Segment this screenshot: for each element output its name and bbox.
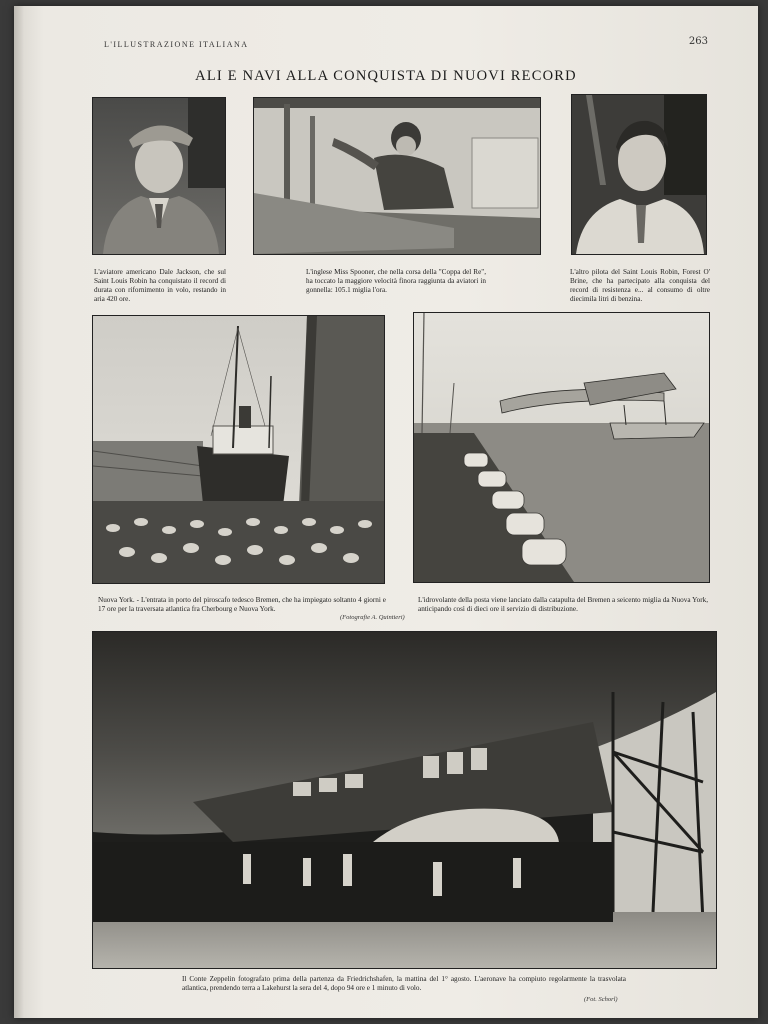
page-fold-shadow <box>14 6 24 1018</box>
photo-miss-spooner <box>253 97 541 255</box>
photo-forest-obrine <box>571 94 707 255</box>
portrait-image <box>572 95 706 254</box>
portrait-image <box>93 98 225 254</box>
zeppelin-image <box>93 632 716 968</box>
photo-seaplane-launch <box>413 312 710 583</box>
photo-credit-schorl: (Fot. Schorl) <box>584 996 618 1003</box>
photo-graf-zeppelin <box>92 631 717 969</box>
photo-dale-jackson <box>92 97 226 255</box>
caption-seaplane: L'idrovolante della posta viene lanciato dalla catapulta del Bremen a seicento miglia da Nuova York, anticipando così di dieci ore il servizio di distribuzione. <box>418 596 708 613</box>
caption-spooner: L'inglese Miss Spooner, che nella corsa della "Coppa del Re", ha toccato la maggiore velocità finora raggiunta da aviatori in gonnella: 105.1 miglia l'ora. <box>306 268 486 294</box>
page-title: ALI E NAVI ALLA CONQUISTA DI NUOVI RECORD <box>195 68 577 84</box>
caption-bremen-port: Nuova York. - L'entrata in porto del piroscafo tedesco Bremen, che ha impiegato soltanto 4 giorni e 17 ore per la traversata atlantica fra Cherbourg e Nuova York. <box>98 596 386 613</box>
caption-zeppelin: Il Conte Zeppelin fotografato prima della partenza da Friedrichshafen, la mattina del 1° agosto. L'aeronave ha compiuto regolarmente la trasvolata atlantica, prendendo terra a Lakehurst la sera del 4, dopo 94 ore e 1 minuto di volo. <box>182 975 626 992</box>
photo-bremen-port <box>92 315 385 584</box>
harbor-image <box>93 316 384 583</box>
seaplane-image <box>414 313 709 582</box>
page-number: 263 <box>688 36 708 47</box>
photo-credit-quintieri: (Fotografie A. Quintieri) <box>340 614 405 621</box>
caption-obrine: L'altro pilota del Saint Louis Robin, Forest O' Brine, che ha partecipato alla conquista del record di resistenza e... al consumo di oltre diecimila litri di benzina. <box>570 268 710 303</box>
aviatrix-image <box>254 98 540 254</box>
magazine-page <box>14 6 758 1018</box>
caption-jackson: L'aviatore americano Dale Jackson, che sul Saint Louis Robin ha conquistato il record di durata con rifornimento in volo, restando in aria 420 ore. <box>94 268 226 303</box>
running-head: L'ILLUSTRAZIONE ITALIANA <box>104 40 249 49</box>
